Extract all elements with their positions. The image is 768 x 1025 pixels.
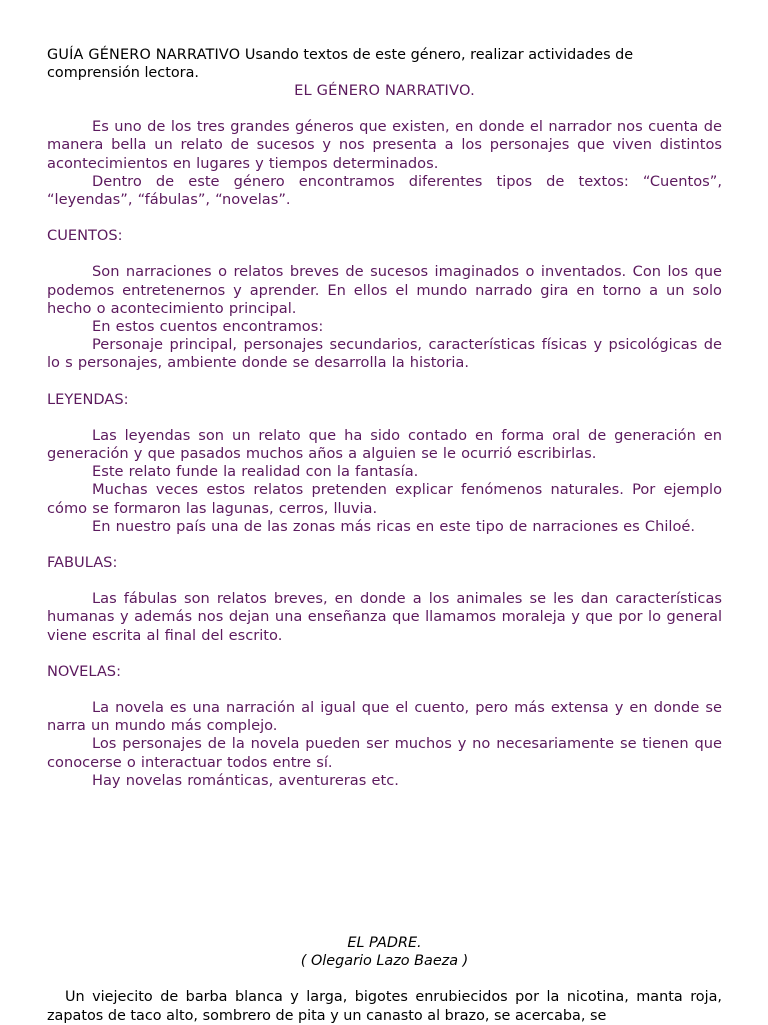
novelas-paragraph: Hay novelas románticas, aventureras etc.	[92, 771, 399, 789]
cuentos-paragraph: Personaje principal, personajes secundarios, características físicas y psicológicas de lo s personajes, ambiente donde se desarrolla la historia.	[47, 336, 722, 372]
intro-paragraph: Dentro de este género encontramos diferentes tipos de textos: “Cuentos”, “leyendas”, “fábulas”, “novelas”.	[47, 172, 722, 209]
section-heading-fabulas: FABULAS:	[47, 554, 118, 572]
intro-paragraph: Es uno de los tres grandes géneros que existen, en donde el narrador nos cuenta de manera bella un relato de sucesos y nos presenta a los personajes que viven distintos acontecimientos en lugares y tiempos determinados.	[47, 118, 722, 172]
leyendas-paragraph: Este relato funde la realidad con la fantasía.	[92, 463, 419, 481]
story-title: EL PADRE.	[347, 935, 422, 951]
document-header	[47, 46, 727, 82]
section-heading-cuentos: CUENTOS:	[47, 227, 123, 245]
cuentos-paragraph: En estos cuentos encontramos:	[92, 318, 324, 336]
section-heading-novelas: NOVELAS:	[47, 662, 121, 680]
novelas-paragraph: Los personajes de la novela pueden ser muchos y no necesariamente se tienen que conocerse o interactuar todos entre sí.	[47, 735, 722, 771]
leyendas-paragraph: En nuestro país una de las zonas más ricas en este tipo de narraciones es Chiloé.	[92, 517, 696, 535]
guide-instructions: Usando textos de este género, realizar actividades de comprensión lectora.	[47, 47, 634, 81]
story-section	[47, 934, 722, 1025]
leyendas-paragraph: Muchas veces estos relatos pretenden explicar fenómenos naturales. Por ejemplo cómo se formaron las lagunas, cerros, lluvia.	[47, 481, 722, 517]
narrative-genre-section	[47, 82, 722, 790]
cuentos-paragraph: Son narraciones o relatos breves de sucesos imaginados o inventados. Con los que podemos entretenernos y aprender. En ellos el mundo narrado gira en torno a un solo hecho o acontecimiento principal.	[47, 263, 722, 317]
novelas-paragraph: La novela es una narración al igual que el cuento, pero más extensa y en donde se narra un mundo más complejo.	[47, 699, 722, 735]
leyendas-paragraph: Las leyendas son un relato que ha sido contado en forma oral de generación en generación y que pasados muchos años a alguien se le ocurrió escribirlas.	[47, 426, 722, 463]
story-paragraph: Un viejecito de barba blanca y larga, bigotes enrubiecidos por la nicotina, manta roja, zapatos de taco alto, sombrero de pita y un canasto al brazo, se acercaba, se	[47, 989, 722, 1024]
section-heading-leyendas: LEYENDAS:	[47, 390, 129, 408]
guide-title: GUÍA GÉNERO NARRATIVO	[47, 47, 241, 63]
story-author: ( Olegario Lazo Baeza )	[300, 953, 469, 970]
section-title: EL GÉNERO NARRATIVO.	[294, 82, 475, 99]
fabulas-paragraph: Las fábulas son relatos breves, en donde a los animales se les dan características humanas y además nos dejan una enseñanza que llamamos moraleja y que por lo general viene escrita al final del escrito.	[47, 590, 722, 644]
